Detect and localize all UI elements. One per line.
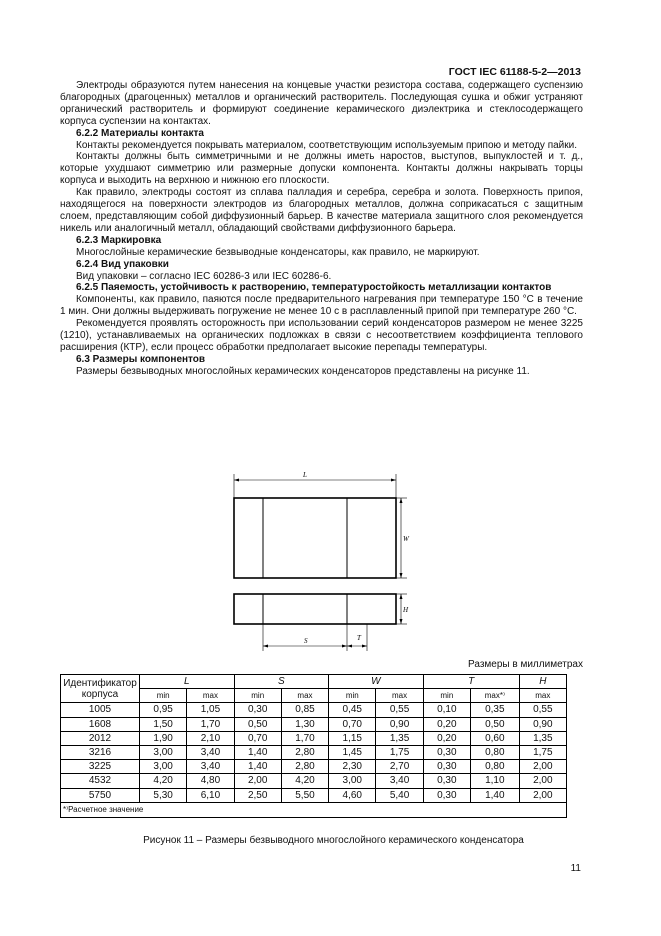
section-heading: 6.2.4 Вид упаковки <box>76 258 169 270</box>
dimension-cell: 0,80 <box>470 760 519 774</box>
dimension-cell: 1,70 <box>281 731 328 745</box>
table-row <box>61 788 567 802</box>
dimension-cell: 3,00 <box>140 745 187 759</box>
dimension-cell: 4,60 <box>329 788 376 802</box>
label-T: T <box>357 634 361 642</box>
section-heading: 6.2.5 Паяемость, устойчивость к растворению, температуростойкость металлизации контактов <box>76 282 552 294</box>
package-id-cell: 4532 <box>61 774 140 788</box>
package-id-cell: 5750 <box>61 788 140 802</box>
dimension-cell: 0,95 <box>140 703 187 717</box>
subheader-cell: max <box>281 689 328 703</box>
label-L: L <box>303 471 307 479</box>
dimension-cell: 0,35 <box>470 703 519 717</box>
group-header: L <box>140 675 235 689</box>
section-heading: 6.2.2 Материалы контакта <box>76 127 204 139</box>
section-heading: 6.3 Размеры компонентов <box>76 353 206 365</box>
table-row <box>61 731 567 745</box>
table-footnote: *⁾Расчетное значение <box>61 802 567 817</box>
dimension-cell: 1,40 <box>234 760 281 774</box>
dimension-cell: 1,90 <box>140 731 187 745</box>
dimension-cell: 1,35 <box>519 731 566 745</box>
dimension-cell: 3,40 <box>187 760 234 774</box>
dimension-cell: 0,70 <box>234 731 281 745</box>
dimension-cell: 1,30 <box>281 717 328 731</box>
table-row <box>61 745 567 759</box>
dimension-cell: 0,30 <box>423 760 470 774</box>
subheader-cell: min <box>423 689 470 703</box>
units-note: Размеры в миллиметрах <box>468 659 583 670</box>
dimension-cell: 3,00 <box>329 774 376 788</box>
dimension-cell: 0,80 <box>470 745 519 759</box>
dimension-cell: 0,90 <box>519 717 566 731</box>
dimension-cell: 1,75 <box>519 745 566 759</box>
dimension-cell: 5,50 <box>281 788 328 802</box>
dimension-cell: 2,80 <box>281 760 328 774</box>
dimension-cell: 5,40 <box>376 788 423 802</box>
capacitor-dimension-figure <box>225 468 415 654</box>
dimension-cell: 0,30 <box>423 788 470 802</box>
page-number: 11 <box>570 863 581 874</box>
dimension-cell: 0,30 <box>423 774 470 788</box>
paragraph: Компоненты, как правило, паяются после предварительного нагревания при температуре 150 °C в течение 1 мин. Они должны выдерживать погружение не менее 10 с в расплавленный припой при температуре 260 °C. <box>60 294 583 318</box>
paragraph: Размеры безвыводных многослойных керамических конденсаторов представлены на рисунке 11. <box>76 365 530 377</box>
group-header: S <box>234 675 329 689</box>
dimension-cell: 0,20 <box>423 731 470 745</box>
dimension-cell: 1,05 <box>187 703 234 717</box>
dimension-cell: 0,45 <box>329 703 376 717</box>
dimension-cell: 0,55 <box>519 703 566 717</box>
dimension-cell: 3,00 <box>140 760 187 774</box>
paragraph: Контакты рекомендуется покрывать материалом, соответствующим используемым припою и методу пайки. <box>76 139 577 151</box>
package-id-cell: 3225 <box>61 760 140 774</box>
table-row <box>61 703 567 717</box>
dimension-cell: 0,55 <box>376 703 423 717</box>
document-header: ГОСТ IEC 61188-5-2—2013 <box>448 66 581 78</box>
paragraph: Электроды образуются путем нанесения на концевые участки резистора состава, содержащего суспензию благородных (драгоценных) металлов и органический растворитель. Последующая сушка и обжиг устраняют органический растворитель и формируют соединение керамического диэлектрика и стеклосодержащего корпуса суспензии на контактах. <box>60 80 583 127</box>
dimension-cell: 2,10 <box>187 731 234 745</box>
id-header: Идентификатор корпуса <box>61 675 140 703</box>
table-row <box>61 760 567 774</box>
subheader-cell: max*⁾ <box>470 689 519 703</box>
dimension-cell: 1,50 <box>140 717 187 731</box>
package-id-cell: 2012 <box>61 731 140 745</box>
group-header: W <box>329 675 424 689</box>
dimension-cell: 3,40 <box>187 745 234 759</box>
dimension-cell: 0,70 <box>329 717 376 731</box>
subheader-cell: max <box>519 689 566 703</box>
dimension-cell: 1,45 <box>329 745 376 759</box>
dimension-cell: 0,20 <box>423 717 470 731</box>
paragraph: Контакты должны быть симметричными и не должны иметь наростов, выступов, выпуклостей и т. д., которые ухудшают симметрию или размерные допуски компонента. Контакты должны накрывать торцы корпуса и выходить на верхнюю и нижнюю его плоскости. <box>60 151 583 187</box>
dimension-cell: 0,10 <box>423 703 470 717</box>
dimension-cell: 6,10 <box>187 788 234 802</box>
package-id-cell: 1608 <box>61 717 140 731</box>
dimension-cell: 2,00 <box>519 788 566 802</box>
dimension-cell: 1,10 <box>470 774 519 788</box>
subheader-cell: min <box>140 689 187 703</box>
dimension-cell: 1,35 <box>376 731 423 745</box>
dimension-cell: 2,80 <box>281 745 328 759</box>
dimension-cell: 0,85 <box>281 703 328 717</box>
dimension-cell: 0,50 <box>234 717 281 731</box>
dimension-cell: 0,60 <box>470 731 519 745</box>
figure-caption: Рисунок 11 – Размеры безвыводного многослойного керамического конденсатора <box>143 835 524 846</box>
dimension-cell: 2,30 <box>329 760 376 774</box>
label-H: H <box>403 606 409 614</box>
package-id-cell: 1005 <box>61 703 140 717</box>
group-header: H <box>519 675 566 689</box>
dimension-cell: 1,70 <box>187 717 234 731</box>
dimension-cell: 3,40 <box>376 774 423 788</box>
paragraph: Вид упаковки – согласно IEC 60286-3 или IEC 60286-6. <box>76 270 332 282</box>
dimension-cell: 1,15 <box>329 731 376 745</box>
label-S: S <box>304 637 308 645</box>
dimension-cell: 1,40 <box>234 745 281 759</box>
group-header: T <box>423 675 519 689</box>
label-W: W <box>403 535 409 543</box>
dimension-cell: 0,30 <box>423 745 470 759</box>
dimension-cell: 1,75 <box>376 745 423 759</box>
subheader-cell: min <box>234 689 281 703</box>
table-row <box>61 774 567 788</box>
dimension-cell: 2,50 <box>234 788 281 802</box>
body-text <box>60 80 583 378</box>
package-id-cell: 3216 <box>61 745 140 759</box>
section-heading: 6.2.3 Маркировка <box>76 234 162 246</box>
dimension-cell: 2,00 <box>519 774 566 788</box>
paragraph: Как правило, электроды состоят из сплава палладия и серебра, серебра и золота. Поверхность припоя, находящегося на поверхности электродов из благородных металлов, должна соприкасаться с защитным слоем, представляющим собой диффузионный барьер. В качестве материала защитного слоя рекомендуется никель или аналогичный металл, обладающий свойствами диффузионного барьера. <box>60 187 583 234</box>
dimension-cell: 0,90 <box>376 717 423 731</box>
table-row <box>61 717 567 731</box>
dimension-cell: 4,80 <box>187 774 234 788</box>
paragraph: Рекомендуется проявлять осторожность при использовании серий конденсаторов размером не менее 3225 (1210), устанавливаемых на органических подложках в связи с несоответствием коэффициента теплового расширения (КТР), если процесс обработки предполагает высокие перепады температуры. <box>60 318 583 353</box>
dimension-cell: 2,00 <box>519 760 566 774</box>
dimension-cell: 5,30 <box>140 788 187 802</box>
dimension-cell: 2,70 <box>376 760 423 774</box>
dimension-cell: 4,20 <box>281 774 328 788</box>
subheader-cell: min <box>329 689 376 703</box>
dimension-cell: 2,00 <box>234 774 281 788</box>
dimension-cell: 0,30 <box>234 703 281 717</box>
dimension-cell: 1,40 <box>470 788 519 802</box>
subheader-cell: max <box>187 689 234 703</box>
paragraph: Многослойные керамические безвыводные конденсаторы, как правило, не маркируют. <box>76 246 480 258</box>
dimension-cell: 0,50 <box>470 717 519 731</box>
dimension-cell: 4,20 <box>140 774 187 788</box>
subheader-cell: max <box>376 689 423 703</box>
dimensions-table <box>60 674 567 818</box>
